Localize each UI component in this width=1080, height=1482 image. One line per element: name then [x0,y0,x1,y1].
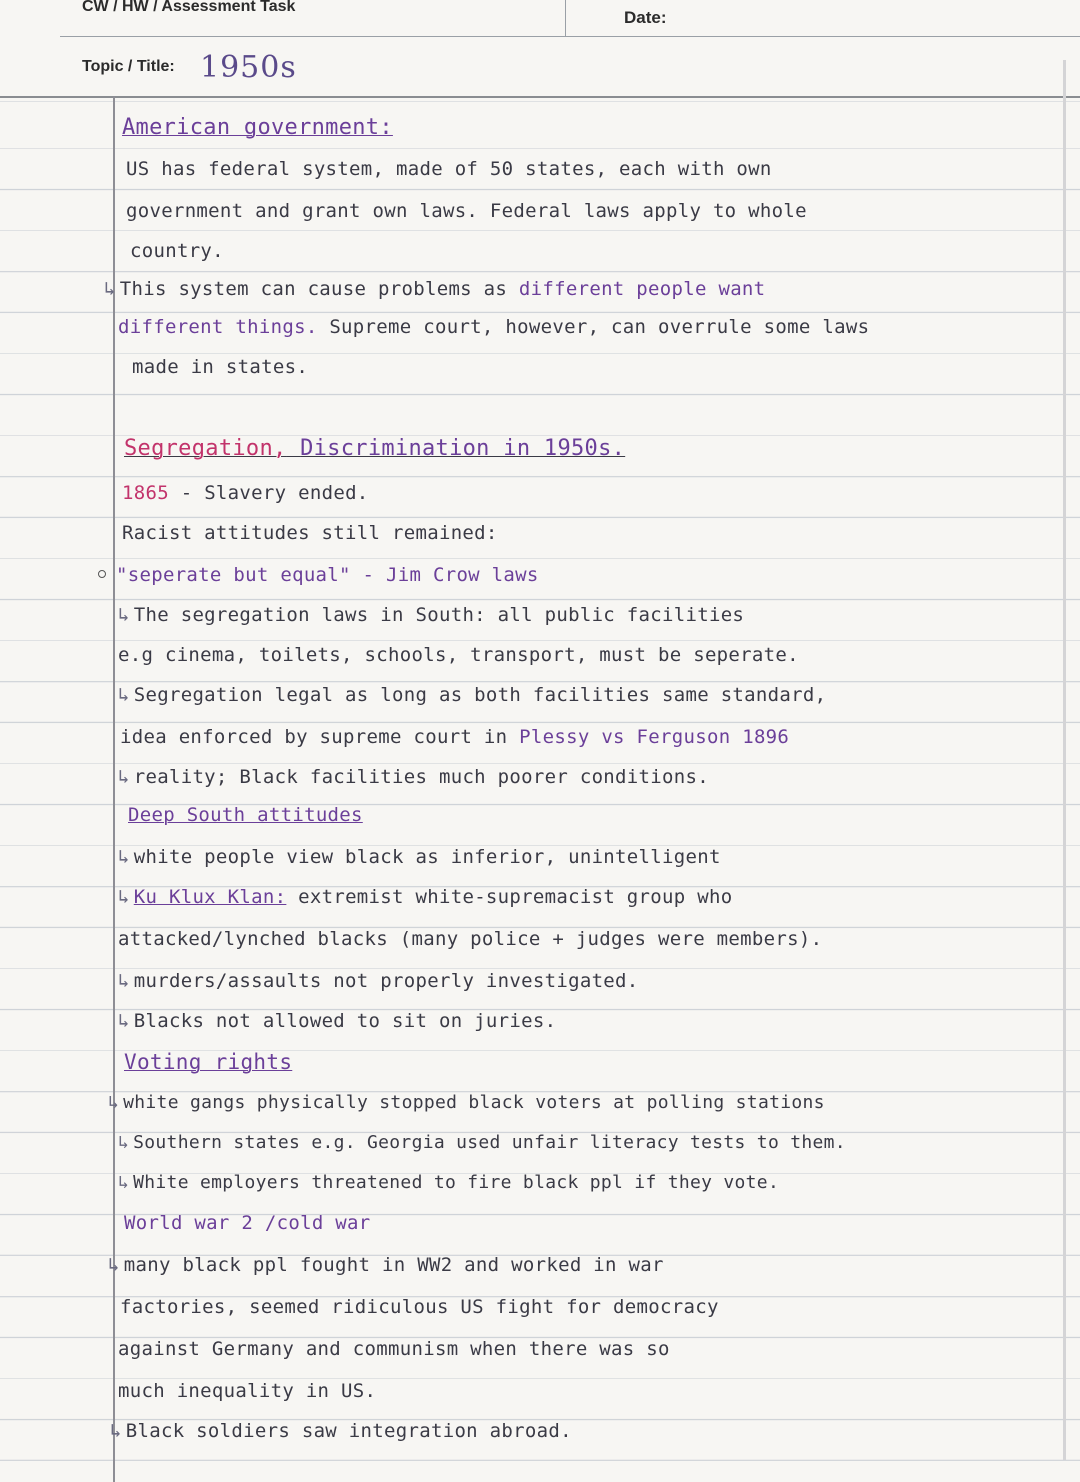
note-line [116,564,539,586]
note-text: This system can cause problems as [119,278,508,300]
date-label: Date: [624,8,667,27]
note-line: e.g cinema, toilets, schools, transport, must be seperate. [118,644,799,666]
topic-label: Topic / Title: [82,58,175,75]
date-text: 1865 [122,482,169,504]
note-text: idea enforced by supreme court in [120,726,508,748]
section-heading-government: American government: [122,115,393,140]
note-line [118,1172,779,1193]
heading-text: Segregation, [124,436,287,461]
note-line [118,1132,846,1153]
header-rule [60,36,1080,37]
note-text: Black soldiers saw integration abroad. [125,1420,572,1442]
arrow-icon: ↳ [118,604,130,626]
note-line [122,482,369,504]
note-text: extremist white-supremacist group who [298,886,733,908]
highlight-text: Ku Klux Klan: [133,886,287,908]
quote-text: "seperate but equal" [116,564,351,586]
header-divider [565,0,566,36]
arrow-icon: ↳ [110,1420,122,1442]
note-text: - Slavery ended. [180,482,369,504]
arrow-icon: ↳ [118,886,130,908]
note-line: factories, seemed ridiculous US fight for democracy [120,1296,719,1318]
task-label: CW / HW / Assessment Task [82,0,296,15]
subheading-deep-south: Deep South attitudes [128,804,363,826]
bullet-icon [98,570,106,578]
subheading-voting-rights: Voting rights [124,1050,293,1074]
note-line [118,604,744,626]
arrow-icon: ↳ [118,1132,130,1153]
note-text: The segregation laws in South: all public facilities [133,604,745,626]
note-line [118,846,721,868]
arrow-icon: ↳ [118,846,130,868]
note-text: Southern states e.g. Georgia used unfair literacy tests to them. [133,1132,846,1153]
arrow-icon: ↳ [118,1172,130,1193]
note-line [118,970,639,992]
note-line [118,886,732,908]
page-title: 1950s [200,50,297,85]
note-line: attacked/lynched blacks (many police + judges were members). [118,928,823,950]
note-line [118,316,869,338]
note-text: Segregation legal as long as both facilities same standard, [133,684,827,706]
note-line [118,684,826,706]
note-text: white people view black as inferior, unintelligent [133,846,721,868]
case-text: Plessy vs Ferguson [519,726,731,748]
note-line [104,278,765,300]
note-line [118,766,709,788]
arrow-icon: ↳ [108,1092,120,1113]
arrow-icon: ↳ [118,766,130,788]
highlight-text: different people want [518,278,766,300]
arrow-icon: ↳ [118,1010,130,1032]
note-text: white gangs physically stopped black voters at polling stations [123,1092,825,1113]
page-edge [1063,60,1066,1460]
page-header [0,0,1080,98]
heading-text: Discrimination in 1950s. [300,436,626,461]
note-line [120,726,789,748]
arrow-icon: ↳ [118,970,130,992]
note-line: government and grant own laws. Federal laws apply to whole [126,200,807,222]
note-text: Supreme court, however, can overrule some laws [329,316,870,338]
section-heading-segregation [124,436,625,461]
note-text: - Jim Crow laws [362,564,539,586]
note-line: against Germany and communism when there was so [118,1338,670,1360]
note-line: much inequality in US. [118,1380,377,1402]
note-line: Racist attitudes still remained: [122,522,498,544]
note-line [108,1254,664,1276]
subheading-world-war: World war 2 /cold war [124,1212,371,1234]
note-text: White employers threatened to fire black ppl if they vote. [133,1172,780,1193]
note-line: made in states. [132,356,309,378]
note-line [110,1420,572,1442]
arrow-icon: ↳ [118,684,130,706]
note-line: country. [130,240,224,262]
highlight-text: different things. [118,316,318,338]
arrow-icon: ↳ [104,278,116,300]
arrow-icon: ↳ [108,1254,120,1276]
note-text: reality; Black facilities much poorer conditions. [133,766,709,788]
note-text: murders/assaults not properly investigated. [133,970,639,992]
note-line [118,1010,556,1032]
note-text: Blacks not allowed to sit on juries. [133,1010,557,1032]
date-text: 1896 [742,726,790,748]
note-line [108,1092,825,1113]
note-text: many black ppl fought in WW2 and worked in war [123,1254,664,1276]
note-line: US has federal system, made of 50 states, each with own [126,158,772,180]
